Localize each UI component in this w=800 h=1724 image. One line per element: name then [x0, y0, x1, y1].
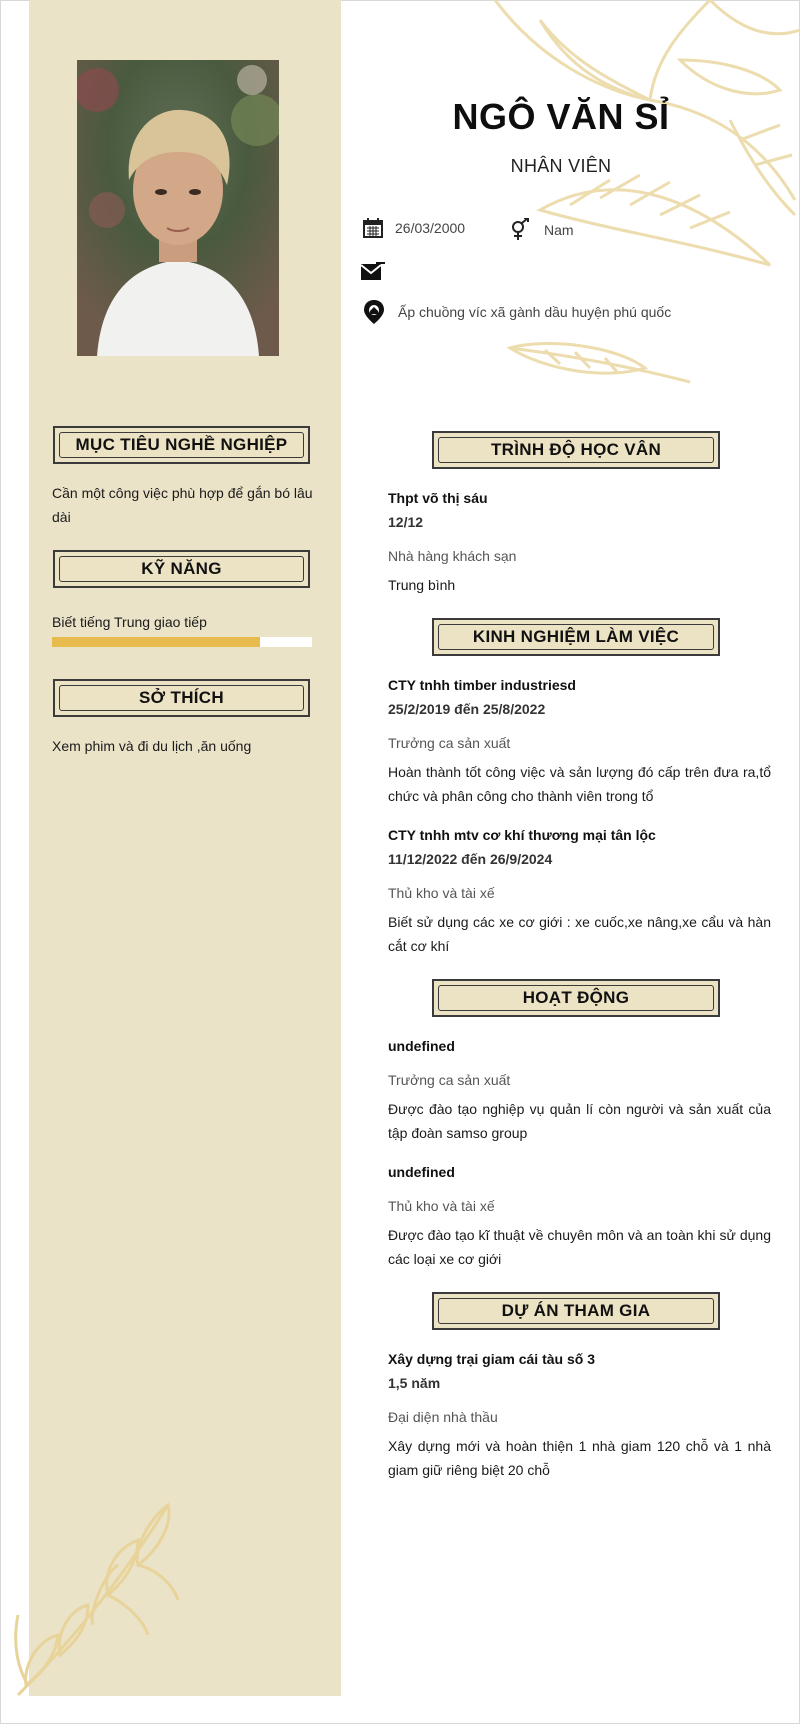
leaf-decoration-bottom-icon [8, 1495, 188, 1700]
skill-level-bar [52, 637, 312, 647]
gender-value: Nam [544, 222, 574, 238]
experience-description: Biết sử dụng các xe cơ giới : xe cuốc,xe nâng,xe cẩu và hàn cắt cơ khí [388, 914, 771, 954]
experience-period: 11/12/2022 đến 26/9/2024 [388, 851, 553, 867]
skills-heading: KỸ NĂNG [53, 550, 310, 588]
experience-company: CTY tnhh timber industriesd [388, 677, 576, 693]
birthdate-row [363, 218, 465, 238]
project-duration: 1,5 năm [388, 1375, 441, 1391]
projects-heading: DỰ ÁN THAM GIA [432, 1292, 720, 1330]
activities-heading: HOẠT ĐỘNG [432, 979, 720, 1017]
gender-row [508, 218, 574, 242]
gender-icon [508, 218, 532, 242]
experience-role: Thủ kho và tài xế [388, 885, 495, 901]
address-value: Ấp chuồng víc xã gành dầu huyện phú quốc [398, 304, 672, 320]
objective-text: Cần một công việc phù hợp để gắn bó lâu dài [52, 485, 313, 525]
location-icon [364, 300, 384, 324]
education-school: Thpt võ thị sáu [388, 490, 488, 506]
birthdate-value: 26/03/2000 [395, 220, 466, 236]
education-major: Nhà hàng khách sạn [388, 548, 517, 564]
activity-description: Được đào tạo nghiệp vụ quản lí còn người và sản xuất của tập đoàn samso group [388, 1101, 771, 1141]
project-name: Xây dựng trại giam cái tàu số 3 [388, 1351, 595, 1367]
experience-company: CTY tnhh mtv cơ khí thương mại tân lộc [388, 827, 656, 843]
address-row [364, 300, 671, 324]
education-period: 12/12 [388, 514, 424, 530]
activity-description: Được đào tạo kĩ thuật về chuyên môn và an toàn khi sử dụng các loại xe cơ giới [388, 1227, 771, 1267]
objective-heading: MỤC TIÊU NGHỀ NGHIỆP [53, 426, 310, 464]
experience-heading: KINH NGHIỆM LÀM VIỆC [432, 618, 720, 656]
activity-role: Trưởng ca sản xuất [388, 1072, 511, 1088]
hobbies-heading: SỞ THÍCH [53, 679, 310, 717]
hobbies-text: Xem phim và đi du lịch ,ăn uống [52, 738, 252, 754]
experience-role: Trưởng ca sản xuất [388, 735, 511, 751]
project-role: Đại diện nhà thầu [388, 1409, 498, 1425]
experience-description: Hoàn thành tốt công việc và sản lượng đó cấp trên đưa ra,tổ chức và phân công cho thành viên trong tổ [388, 764, 771, 804]
skill-level-fill [52, 637, 260, 647]
project-description: Xây dựng mới và hoàn thiện 1 nhà giam 120 chỗ và 1 nhà giam giữ riêng biệt 20 chỗ [388, 1438, 771, 1478]
candidate-name: NGÔ VĂN SỈ [452, 96, 670, 137]
email-row [361, 262, 385, 282]
activity-name: undefined [388, 1164, 455, 1180]
education-result: Trung bình [388, 577, 456, 593]
skill-name: Biết tiếng Trung giao tiếp [52, 614, 207, 630]
activity-name: undefined [388, 1038, 455, 1054]
candidate-title: NHÂN VIÊN [510, 156, 612, 176]
email-icon [361, 262, 385, 282]
leaf-decoration-mid-icon [505, 340, 695, 390]
education-heading: TRÌNH ĐỘ HỌC VÂN [432, 431, 720, 469]
activity-role: Thủ kho và tài xế [388, 1198, 495, 1214]
calendar-icon [363, 218, 383, 238]
profile-photo [77, 60, 279, 356]
experience-period: 25/2/2019 đến 25/8/2022 [388, 701, 546, 717]
